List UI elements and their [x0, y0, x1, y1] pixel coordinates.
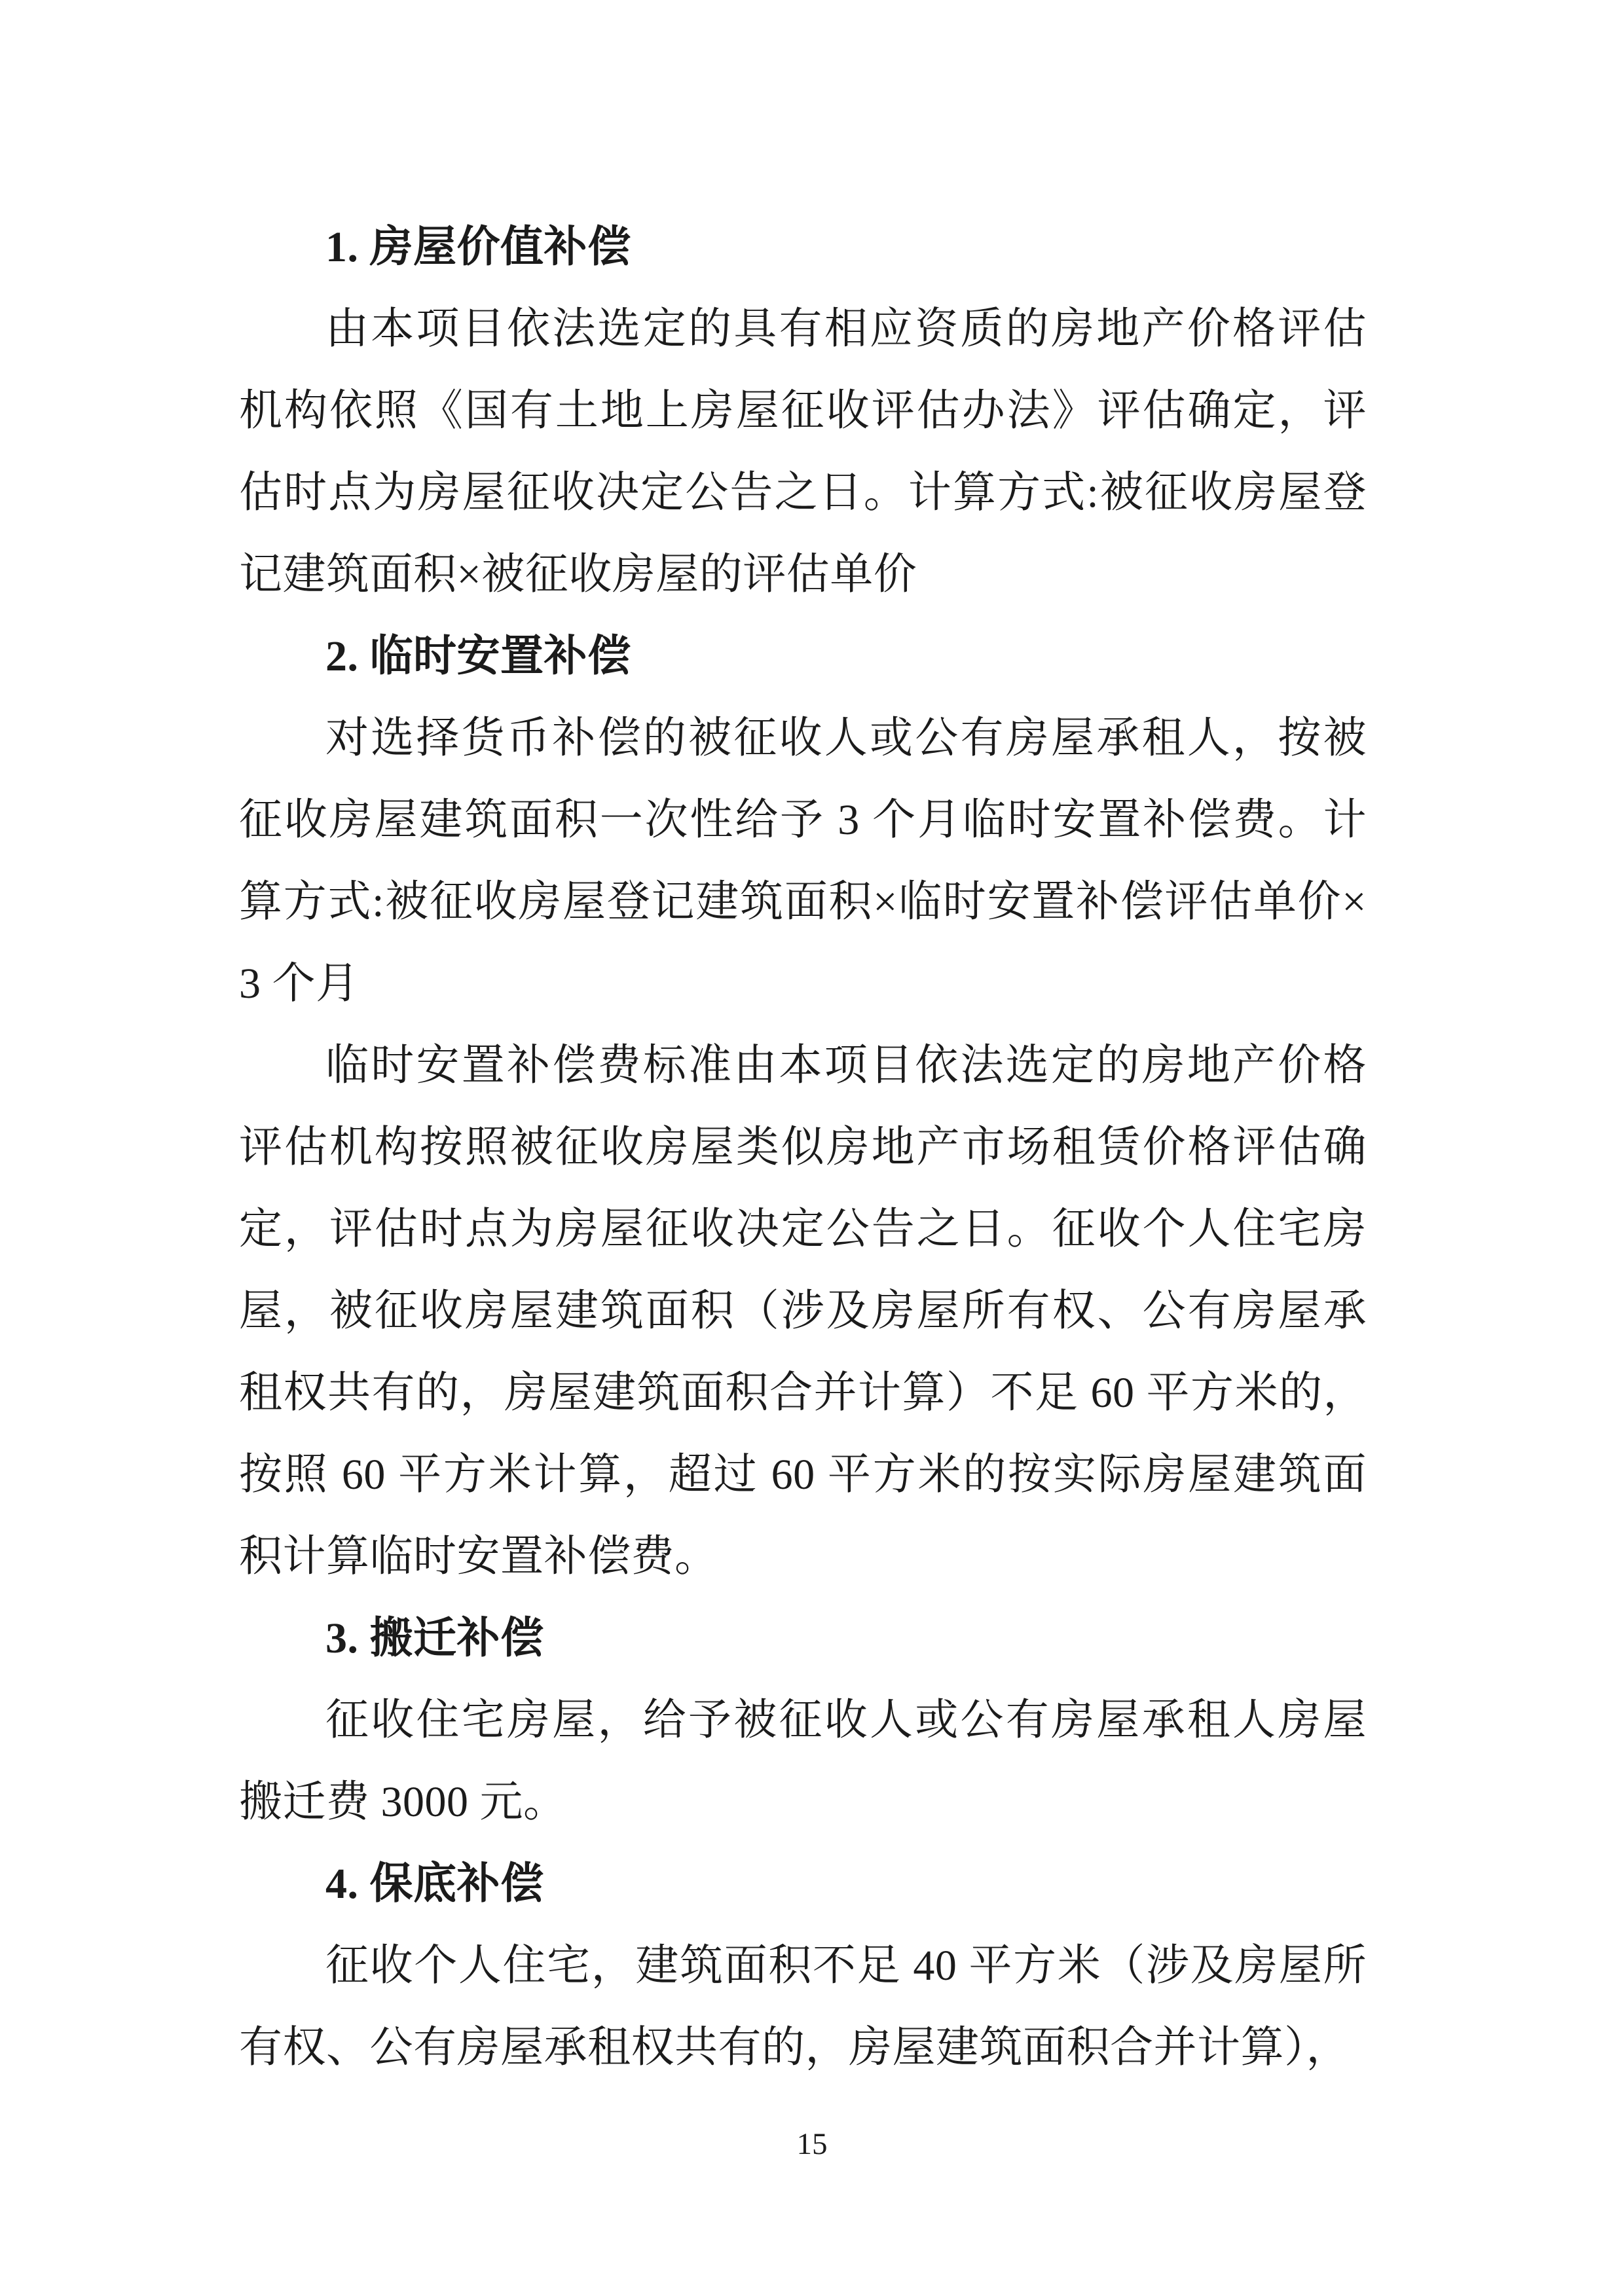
paragraph-moving-compensation: 征收住宅房屋，给予被征收人或公有房屋承租人房屋搬迁费 3000 元。: [239, 1696, 1367, 1826]
document-body: [239, 206, 1367, 2088]
section-heading-2: 2. 临时安置补偿: [325, 632, 631, 680]
paragraph-temporary-resettlement-2: 临时安置补偿费标准由本项目依法选定的房地产价格评估机构按照被征收房屋类似房地产市场租赁价格评估确定，评估时点为房屋征收决定公告之日。征收个人住宅房屋，被征收房屋建筑面积（涉及房屋所有权、公有房屋承租权共有的，房屋建筑面积合并计算）不足 60 平方米的，按照 60 平方米计算，超过 60 平方米的按实际房屋建筑面积计算临时安置补偿费。: [239, 1042, 1367, 1580]
paragraph-house-value-compensation: 由本项目依法选定的具有相应资质的房地产价格评估机构依照《国有土地上房屋征收评估办法》评估确定，评估时点为房屋征收决定公告之日。计算方式:被征收房屋登记建筑面积×被征收房屋的评估单价: [239, 305, 1367, 598]
page-number: 15: [796, 2127, 828, 2161]
section-heading-1: 1. 房屋价值补偿: [325, 223, 631, 271]
paragraph-temporary-resettlement-1: 对选择货币补偿的被征收人或公有房屋承租人，按被征收房屋建筑面积一次性给予 3 个月临时安置补偿费。计算方式:被征收房屋登记建筑面积×临时安置补偿评估单价× 3 个月: [239, 714, 1367, 1008]
paragraph-minimum-compensation: 征收个人住宅，建筑面积不足 40 平方米（涉及房屋所有权、公有房屋承租权共有的，房屋建筑面积合并计算），: [239, 1942, 1367, 2071]
section-heading-4: 4. 保底补偿: [325, 1860, 544, 1908]
section-heading-3: 3. 搬迁补偿: [325, 1614, 544, 1662]
